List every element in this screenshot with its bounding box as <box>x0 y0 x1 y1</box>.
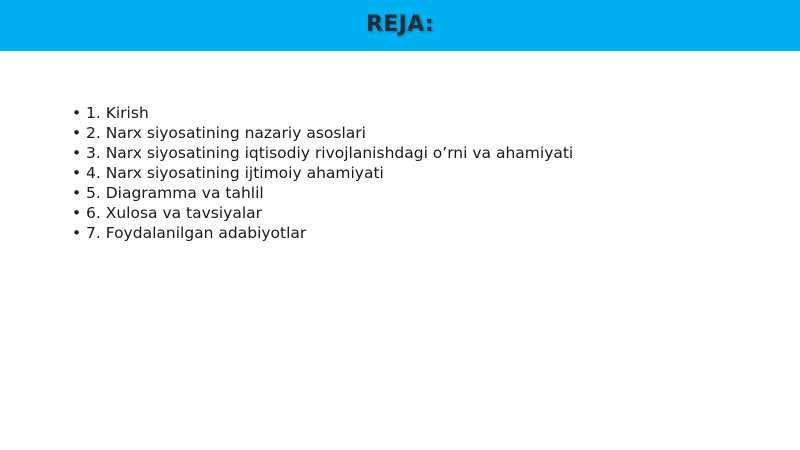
plan-item <box>72 203 772 223</box>
slide-title: REJA: <box>366 12 434 37</box>
bullet-icon: • <box>72 104 82 122</box>
plan-item-label: 3. Narx siyosatining iqtisodiy rivojlanishdagi o’rni va ahamiyati <box>86 144 574 162</box>
plan-item-label: 6. Xulosa va tavsiyalar <box>86 204 263 222</box>
bullet-icon: • <box>72 124 82 142</box>
plan-item-label: 5. Diagramma va tahlil <box>86 184 264 202</box>
plan-content <box>72 103 772 243</box>
plan-item-label: 4. Narx siyosatining ijtimoiy ahamiyati <box>86 164 384 182</box>
plan-item-label: 2. Narx siyosatining nazariy asoslari <box>86 124 366 142</box>
plan-item <box>72 143 772 163</box>
bullet-icon: • <box>72 144 82 162</box>
bullet-icon: • <box>72 204 82 222</box>
plan-list <box>72 103 772 243</box>
plan-item <box>72 163 772 183</box>
plan-item <box>72 183 772 203</box>
plan-item-label: 1. Kirish <box>86 104 149 122</box>
plan-item <box>72 103 772 123</box>
header-bar <box>0 0 800 51</box>
plan-item-label: 7. Foydalanilgan adabiyotlar <box>86 224 307 242</box>
plan-item <box>72 123 772 143</box>
bullet-icon: • <box>72 164 82 182</box>
bullet-icon: • <box>72 224 82 242</box>
plan-item <box>72 223 772 243</box>
bullet-icon: • <box>72 184 82 202</box>
